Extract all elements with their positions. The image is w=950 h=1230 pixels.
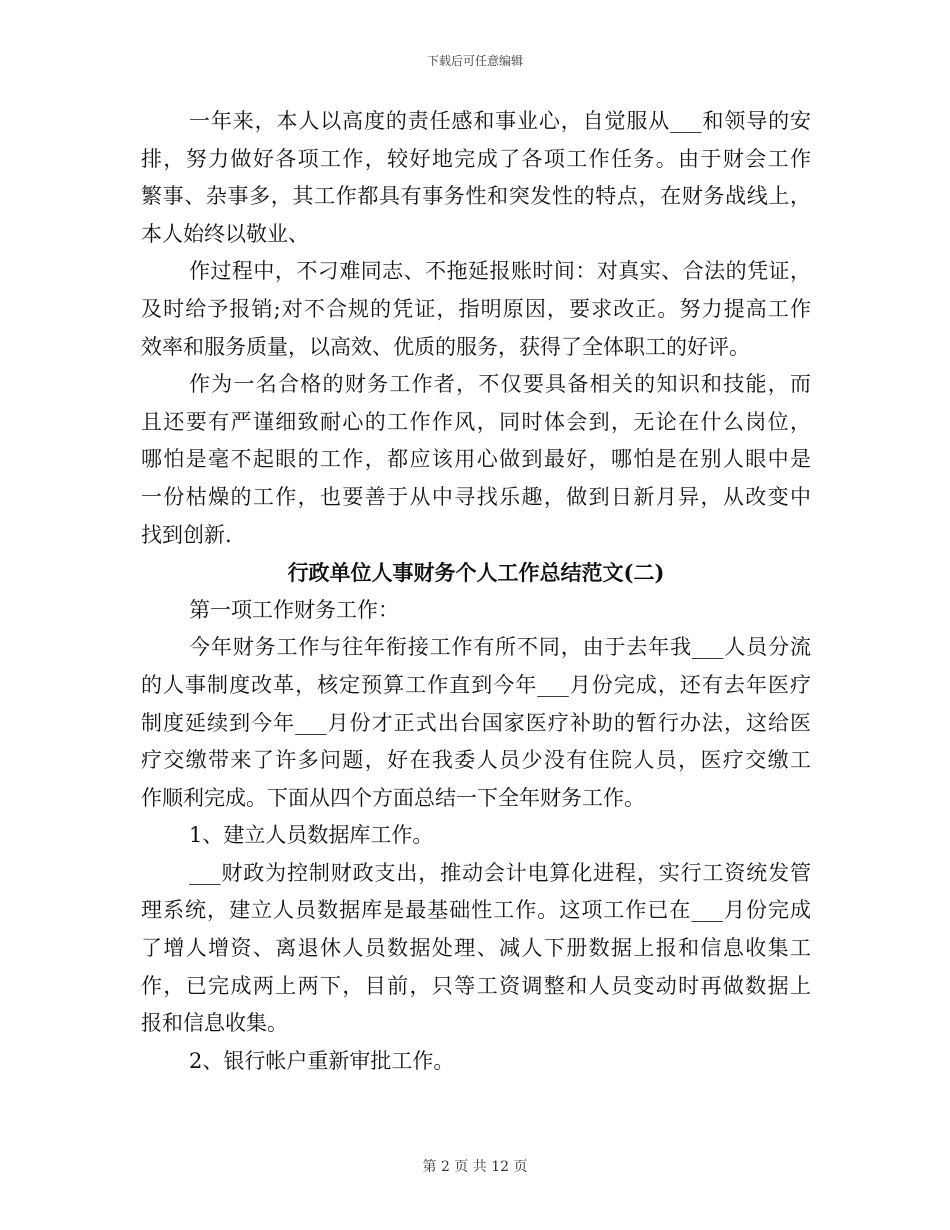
paragraph-line: 作顺利完成。下面从四个方面总结一下全年财务工作。 <box>141 785 645 810</box>
document-body <box>141 103 811 1080</box>
paragraph-line: 一份枯燥的工作，也要善于从中寻找乐趣，做到日新月异，从改变中 <box>141 484 811 509</box>
paragraph-line: 了增人增资、离退休人员数据处理、减人下册数据上报和信息收集工 <box>141 936 811 961</box>
paragraph-line: 疗交缴带来了许多问题，好在我委人员少没有住院人员，医疗交缴工 <box>141 748 811 773</box>
header-note: 下载后可任意编辑 <box>426 54 523 68</box>
paragraph-line: 且还要有严谨细致耐心的工作作风，同时体会到，无论在什么岗位， <box>141 409 811 434</box>
section-title: 行政单位人事财务个人工作总结范文(二) <box>287 560 665 586</box>
paragraph-line: 今年财务工作与往年衔接工作有所不同，由于去年我___人员分流 <box>189 635 811 660</box>
paragraph-line: 效率和服务质量，以高效、优质的服务，获得了全体职工的好评。 <box>141 334 750 359</box>
list-heading: 1、建立人员数据库工作。 <box>189 823 434 848</box>
paragraph-line: 找到创新. <box>141 522 232 547</box>
paragraph-line: 一年来，本人以高度的责任感和事业心，自觉服从___和领导的安 <box>189 109 811 133</box>
paragraph-line: 作，已完成两上两下，目前，只等工资调整和人员变动时再做数据上 <box>141 973 811 998</box>
paragraph-line: 报和信息收集。 <box>141 1011 288 1036</box>
paragraph-line: 理系统，建立人员数据库是最基础性工作。这项工作已在___月份完成 <box>141 898 811 923</box>
list-heading: 2、银行帐户重新审批工作。 <box>189 1048 455 1073</box>
paragraph-line: 作为一名合格的财务工作者，不仅要具备相关的知识和技能，而 <box>189 372 811 397</box>
paragraph-line: 哪怕是毫不起眼的工作，都应该用心做到最好，哪怕是在别人眼中是 <box>141 447 811 472</box>
paragraph-line: 第一项工作财务工作： <box>189 597 399 622</box>
paragraph-line: 繁事、杂事多，其工作都具有事务性和突发性的特点，在财务战线上， <box>141 184 811 209</box>
page-number: 第 2 页 共 12 页 <box>422 1159 528 1175</box>
paragraph-line: 本人始终以敬业、 <box>141 221 309 246</box>
paragraph-line: 作过程中，不刁难同志、不拖延报账时间：对真实、合法的凭证， <box>189 259 811 284</box>
paragraph-line: 排，努力做好各项工作，较好地完成了各项工作任务。由于财会工作 <box>141 146 811 171</box>
paragraph-line: ___财政为控制财政支出，推动会计电算化进程，实行工资统发管 <box>189 860 811 885</box>
paragraph-line: 制度延续到今年___月份才正式出台国家医疗补助的暂行办法，这给医 <box>141 710 811 735</box>
paragraph-line: 及时给予报销;对不合规的凭证，指明原因，要求改正。努力提高工作 <box>141 296 811 321</box>
paragraph-line: 的人事制度改革，核定预算工作直到今年___月份完成，还有去年医疗 <box>141 672 811 697</box>
